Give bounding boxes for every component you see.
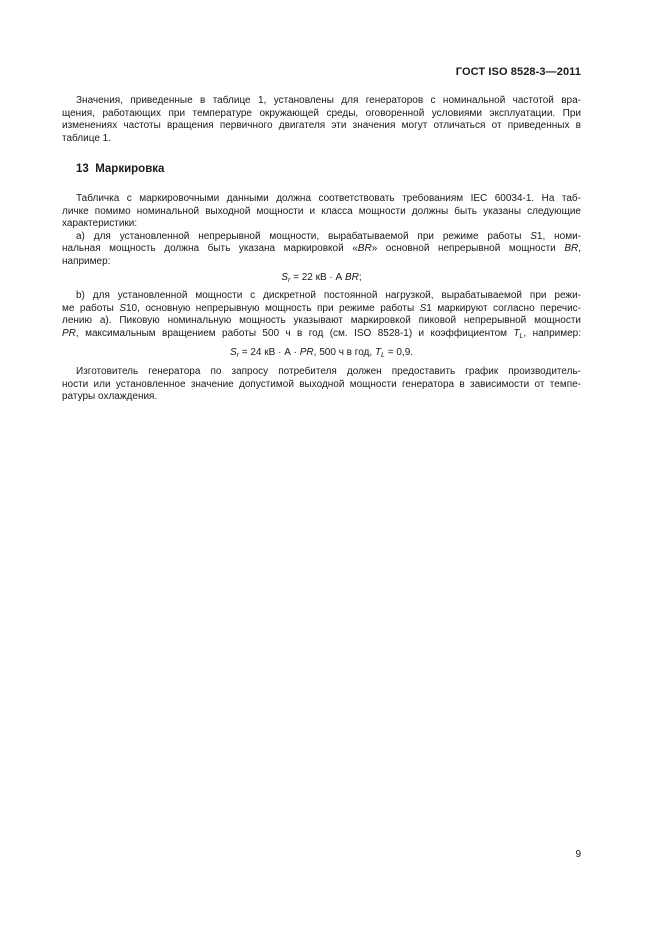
section-heading bbox=[62, 163, 581, 176]
text-line: ратуры охлаждения. bbox=[62, 391, 158, 403]
section-number: 13 bbox=[76, 163, 89, 176]
marking-paragraph bbox=[62, 193, 581, 231]
text-line: характеристики: bbox=[62, 218, 138, 230]
text-line: Табличка с маркировочными данными должна соответствовать требованиям IEC 60034-1. На таб- bbox=[76, 192, 581, 204]
text-line: личке помимо номинальной выходной мощности и класса мощности должны быть указаны следующие bbox=[62, 205, 581, 217]
text-line: ме работы S10, основную непрерывную мощность при режиме работы S1 маркируют согласно перечис- bbox=[62, 302, 581, 314]
item-b-paragraph bbox=[62, 290, 581, 343]
text-line: b) для установленной мощности с дискретной постоянной нагрузкой, вырабатываемой при режи- bbox=[76, 290, 581, 302]
formula-b: $S_r = 24$ кВ · А · PR, 500 ч в год, $T_L = 0,9$. bbox=[229, 346, 414, 359]
text-line: нальная мощность должна быть указана маркировкой «BR» основной непрерывной мощности BR, bbox=[62, 243, 581, 255]
text-line: Значения, приведенные в таблице 1, установлены для генераторов с номинальной частотой вра- bbox=[76, 95, 581, 106]
document-code-header: ГОСТ ISO 8528-3—2011 bbox=[455, 66, 581, 78]
manufacturer-paragraph bbox=[62, 366, 581, 404]
page-content bbox=[62, 95, 581, 404]
intro-paragraph bbox=[62, 95, 581, 145]
text-line: Изготовитель генератора по запросу потребителя должен предоставить график производитель- bbox=[76, 366, 581, 378]
formula-a: $S_r = 22$ кВ · А BR; bbox=[281, 271, 362, 284]
text-line: например: bbox=[62, 255, 111, 267]
text-line: лению а). Пиковую номинальную мощность указывают маркировкой пиковой непрерывной мощности bbox=[62, 315, 581, 327]
text-line: а) для установленной непрерывной мощности, вырабатываемой при режиме работы S1, номи- bbox=[76, 230, 581, 242]
text-line: изменениях частоты вращения первичного двигателя эти значения могут отличаться от приведенных в bbox=[62, 120, 581, 132]
text-line: таблице 1. bbox=[62, 132, 112, 144]
item-a-paragraph bbox=[62, 231, 581, 269]
text-line: щения, работающих при температуре окружающей среды, оговоренной условиями эксплуатации. При bbox=[62, 107, 581, 119]
page-number: 9 bbox=[575, 849, 581, 860]
text-line: ности или установленное значение допустимой выходной мощности генератора в зависимости от темпе- bbox=[62, 378, 581, 390]
section-title: Маркировка bbox=[95, 163, 165, 176]
text-line: PR, максимальным вращением работы 500 ч в год (см. ISO 8528-1) и коэффициентом $T_L$, например: bbox=[62, 327, 581, 340]
